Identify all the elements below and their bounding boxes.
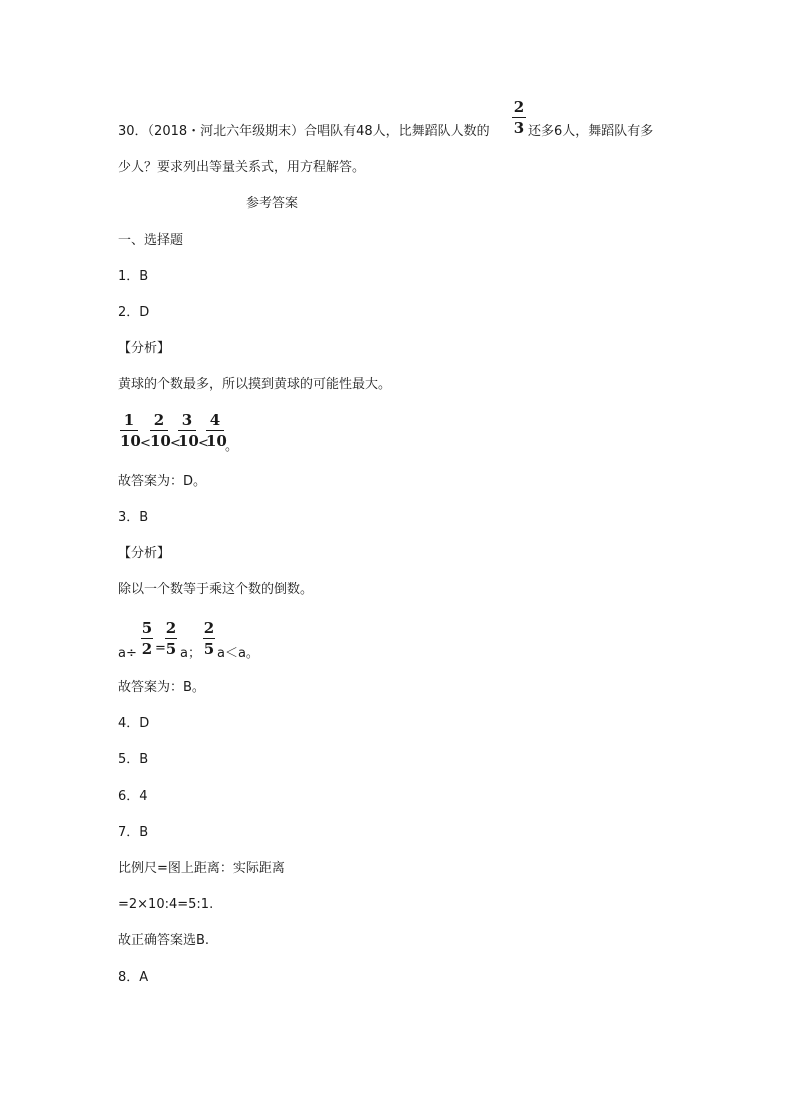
fraction-5-2 xyxy=(141,621,153,657)
answer-3-result: 故答案为：B。 xyxy=(118,680,205,695)
answer-7-formula: 比例尺=图上距离：实际距离 xyxy=(118,861,285,876)
answer-6: 6．4 xyxy=(118,789,148,804)
fraction-denominator: 10 xyxy=(178,432,199,450)
section-heading: 一、选择题 xyxy=(118,233,184,248)
fraction-bar xyxy=(203,638,215,639)
answer-1: 1．B xyxy=(118,269,149,284)
fraction-numerator: 2 xyxy=(203,619,215,637)
fraction-numerator: 1 xyxy=(123,411,135,429)
answer-2-explanation: 黄球的个数最多，所以摸到黄球的可能性最大。 xyxy=(118,377,392,392)
period: 。 xyxy=(225,439,239,454)
fraction-numerator: 2 xyxy=(513,98,525,116)
fraction-bar xyxy=(141,638,153,639)
fraction-denominator: 3 xyxy=(513,119,525,137)
question-30-fraction xyxy=(512,100,526,136)
answer-8: 8．A xyxy=(118,970,149,985)
question-30-text-part1: 30．（2018・河北六年级期末）合唱队有48人，比舞蹈队人数的 xyxy=(118,124,490,139)
fraction-denominator: 10 xyxy=(206,432,227,450)
less-than-sign: < xyxy=(170,436,181,451)
fraction-1-10 xyxy=(120,411,141,450)
question-30-line1 xyxy=(118,124,490,140)
answer-3: 3．B xyxy=(118,510,149,525)
equals-sign: = xyxy=(155,641,166,656)
fraction-numerator: 2 xyxy=(153,411,165,429)
fraction-bar xyxy=(178,430,196,431)
fraction-numerator: 5 xyxy=(141,619,153,637)
fraction-4-10 xyxy=(206,411,227,450)
answer-4: 4．D xyxy=(118,716,150,731)
answer-2-result: 故答案为：D。 xyxy=(118,474,207,489)
expression-tail: a＜a。 xyxy=(217,646,259,661)
fraction-denominator: 10 xyxy=(120,432,141,450)
fraction-numerator: 2 xyxy=(165,619,177,637)
less-than-sign: < xyxy=(198,436,209,451)
fraction-denominator: 5 xyxy=(203,640,215,658)
fraction-numerator: 3 xyxy=(181,411,193,429)
question-30-text-part2: 还多6人，舞蹈队有多 xyxy=(528,124,654,139)
fraction-bar xyxy=(165,638,177,639)
fraction-denominator: 5 xyxy=(165,640,177,658)
fraction-bar xyxy=(206,430,224,431)
fraction-bar xyxy=(512,117,526,118)
fraction-2-5-second xyxy=(203,621,215,657)
fraction-2-10 xyxy=(150,411,171,450)
answer-5: 5．B xyxy=(118,752,149,767)
less-than-sign: < xyxy=(140,436,151,451)
fraction-bar xyxy=(120,430,138,431)
analysis-label: 【分析】 xyxy=(118,546,171,561)
answer-3-explanation: 除以一个数等于乘这个数的倒数。 xyxy=(118,582,314,597)
analysis-label: 【分析】 xyxy=(118,341,171,356)
answer-7: 7．B xyxy=(118,825,149,840)
answer-2: 2．D xyxy=(118,305,150,320)
expression-prefix: a÷ xyxy=(118,646,137,661)
fraction-bar xyxy=(150,430,168,431)
answer-title: 参考答案 xyxy=(246,196,299,211)
answer-7-result: 故正确答案选B. xyxy=(118,933,210,948)
fraction-denominator: 10 xyxy=(150,432,171,450)
answer-7-calculation: =2×10:4=5:1. xyxy=(118,897,214,912)
question-30-line2: 少人？要求列出等量关系式，用方程解答。 xyxy=(118,160,366,175)
fraction-numerator: 4 xyxy=(209,411,221,429)
fraction-denominator: 2 xyxy=(141,640,153,658)
fraction-3-10 xyxy=(178,411,199,450)
fraction-2-5 xyxy=(165,621,177,657)
expression-middle: a； xyxy=(180,646,201,661)
